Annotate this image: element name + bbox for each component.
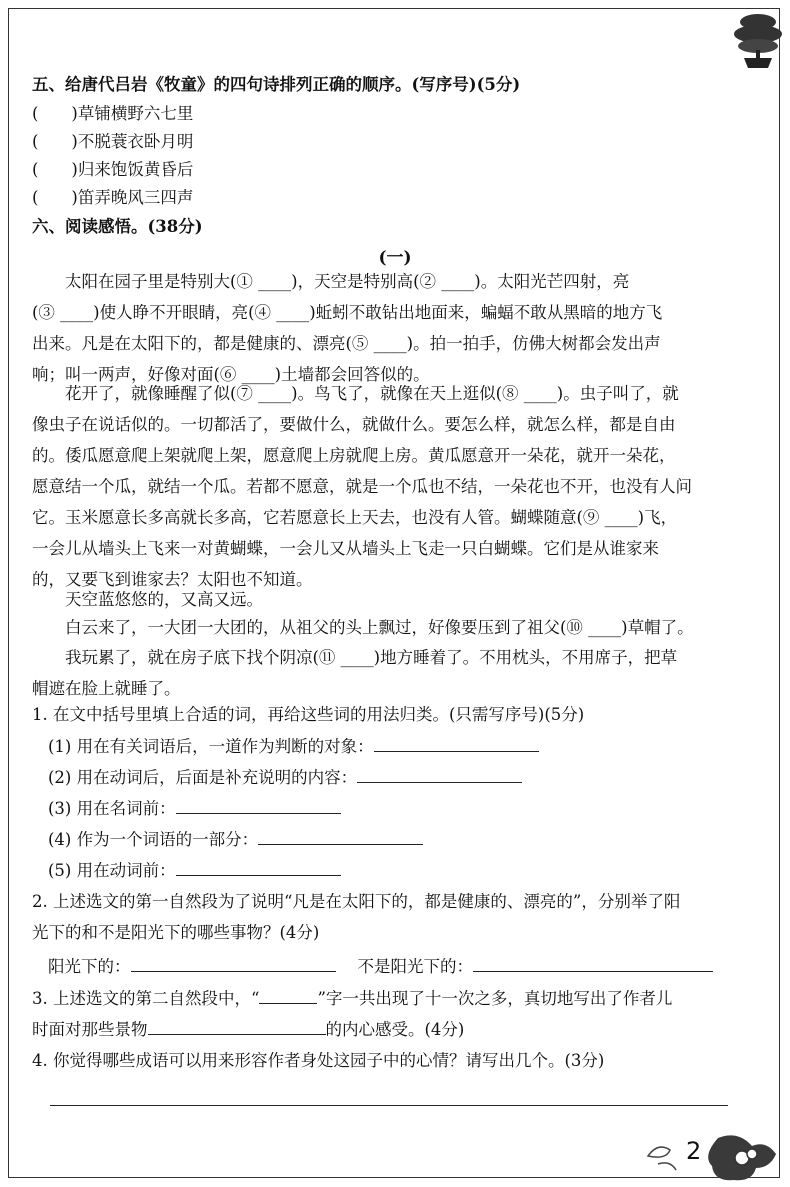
poem-line-4: ( )笛弄晚风三四声 bbox=[32, 188, 194, 207]
q1-item-label: (1) 用在有关词语后，一道作为判断的对象： bbox=[48, 737, 374, 756]
q1-item-3 bbox=[48, 795, 341, 819]
question-3-line-1 bbox=[32, 985, 672, 1009]
answer-blank-word[interactable] bbox=[259, 987, 317, 1004]
answer-blank-not-sunlit[interactable] bbox=[473, 955, 713, 972]
q3-text-b1: 时面对那些景物 bbox=[32, 1020, 148, 1039]
passage-paragraph-4 bbox=[32, 612, 752, 643]
text-line: 愿意结一个瓜，就结一个瓜。若都不愿意，就是一个瓜也不结，一朵花也不开，也没有人问 bbox=[32, 477, 692, 496]
q1-item-5 bbox=[48, 857, 341, 881]
text-line: 响；叫一两声，好像对面(⑥ ____)土墙都会回答似的。 bbox=[32, 365, 430, 384]
text-line: 花开了，就像睡醒了似(⑦ ____)。鸟飞了，就像在天上逛似(⑧ ____)。虫子叫了，就 bbox=[32, 384, 679, 403]
question-1: 1. 在文中括号里填上合适的词，再给这些词的用法归类。(只需写序号)(5分) bbox=[32, 705, 585, 724]
section-6-title: 六、阅读感悟。(38分) bbox=[32, 217, 203, 236]
q1-item-label: (2) 用在动词后，后面是补充说明的内容： bbox=[48, 768, 358, 787]
q1-item-label: (3) 用在名词前： bbox=[48, 799, 176, 818]
poem-line-2: ( )不脱蓑衣卧月明 bbox=[32, 132, 194, 151]
passage-number: (一) bbox=[378, 248, 412, 268]
q2-answer-row bbox=[48, 953, 713, 977]
poem-line-3: ( )归来饱饭黄昏后 bbox=[32, 160, 194, 179]
q2-label-not-sunlit: 不是阳光下的： bbox=[357, 957, 473, 976]
question-2-line-1: 2. 上述选文的第一自然段为了说明“凡是在太阳下的，都是健康的、漂亮的”，分别举了阳 bbox=[32, 892, 681, 911]
page-number: 2 bbox=[686, 1137, 702, 1165]
q1-item-1 bbox=[48, 733, 539, 757]
text-line: 出来。凡是在太阳下的，都是健康的、漂亮(⑤ ____)。拍一拍手，仿佛大树都会发出声 bbox=[32, 334, 661, 353]
q3-text-b2: 的内心感受。(4分) bbox=[325, 1020, 465, 1039]
text-line: 我玩累了，就在房子底下找个阴凉(⑪ ____)地方睡着了。不用枕头，不用席子，把草 bbox=[32, 648, 678, 667]
q1-item-4 bbox=[48, 826, 423, 850]
question-2-line-2: 光下的和不是阳光下的哪些事物？(4分) bbox=[32, 923, 320, 942]
answer-blank[interactable] bbox=[374, 735, 539, 752]
answer-blank[interactable] bbox=[176, 859, 341, 876]
text-line: 的，又要飞到谁家去？太阳也不知道。 bbox=[32, 570, 313, 589]
text-line: 像虫子在说话似的。一切都活了，要做什么，就做什么。要怎么样，就怎么样，都是自由 bbox=[32, 415, 676, 434]
text-line: (③ ____)使人睁不开眼睛，亮(④ ____)蚯蚓不敢钻出地面来，蝙蝠不敢从黑暗的地方飞 bbox=[32, 303, 663, 322]
bonsai-tree-icon bbox=[730, 6, 786, 72]
holly-leaves-icon bbox=[640, 1128, 780, 1184]
section-5-title: 五、给唐代吕岩《牧童》的四句诗排列正确的顺序。(写序号)(5分) bbox=[32, 75, 521, 94]
q1-item-label: (4) 作为一个词语的一部分： bbox=[48, 830, 259, 849]
text-line: 它。玉米愿意长多高就长多高，它若愿意长上天去，也没有人管。蝴蝶随意(⑨ ____)飞， bbox=[32, 508, 678, 527]
answer-line-q4[interactable] bbox=[50, 1105, 728, 1106]
q2-label-sunlit: 阳光下的： bbox=[48, 957, 131, 976]
q1-item-2 bbox=[48, 764, 522, 788]
text-line: 帽遮在脸上就睡了。 bbox=[32, 679, 181, 698]
poem-line-1: ( )草铺横野六七里 bbox=[32, 104, 194, 123]
answer-blank[interactable] bbox=[176, 797, 341, 814]
answer-blank[interactable] bbox=[258, 828, 423, 845]
answer-blank[interactable] bbox=[357, 766, 522, 783]
question-4: 4. 你觉得哪些成语可以用来形容作者身处这园子中的心情？请写出几个。(3分) bbox=[32, 1051, 605, 1070]
passage-paragraph-5 bbox=[32, 642, 752, 704]
question-3-line-2 bbox=[32, 1016, 464, 1040]
text-line: 一会儿从墙头上飞来一对黄蝴蝶，一会儿又从墙头上飞走一只白蝴蝶。它们是从谁家来 bbox=[32, 539, 659, 558]
text-line: 太阳在园子里是特别大(① ____)，天空是特别高(② ____)。太阳光芒四射，亮 bbox=[32, 272, 630, 291]
text-line: 天空蓝悠悠的，又高又远。 bbox=[32, 590, 263, 609]
answer-blank-sunlit[interactable] bbox=[131, 955, 336, 972]
q1-item-label: (5) 用在动词前： bbox=[48, 861, 176, 880]
passage-paragraph-2 bbox=[32, 378, 752, 595]
q3-text-a1: 3. 上述选文的第二自然段中，“ bbox=[32, 989, 260, 1008]
text-line: 白云来了，一大团一大团的，从祖父的头上飘过，好像要压到了祖父(⑩ ____)草帽了。 bbox=[32, 618, 694, 637]
passage-paragraph-1 bbox=[32, 266, 752, 390]
text-line: 的。倭瓜愿意爬上架就爬上架，愿意爬上房就爬上房。黄瓜愿意开一朵花，就开一朵花， bbox=[32, 446, 676, 465]
q3-text-a2: ”字一共出现了十一次之多，真切地写出了作者儿 bbox=[317, 989, 673, 1008]
passage-paragraph-3 bbox=[32, 584, 752, 615]
answer-blank-feeling[interactable] bbox=[148, 1018, 326, 1035]
